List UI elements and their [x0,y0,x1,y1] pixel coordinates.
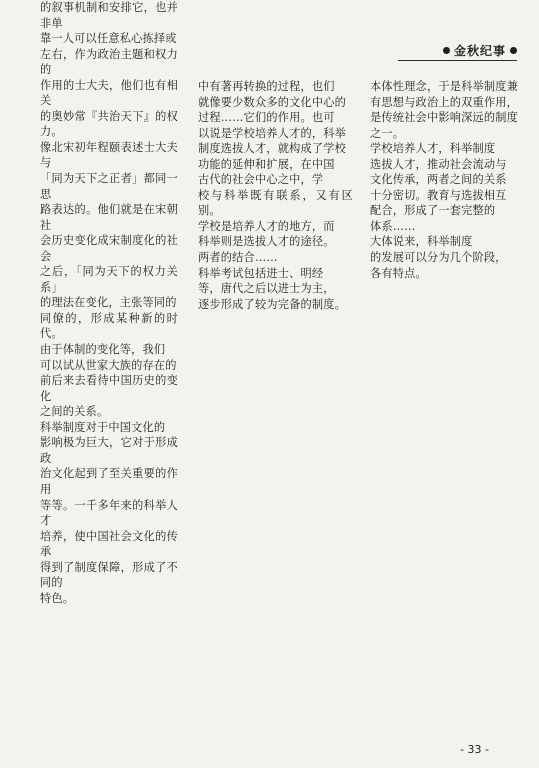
header-rule [398,60,517,61]
paragraph: 学校培养人才，科举制度 选拔人才，推动社会流动与 文化传承，两者之间的关系 十分密切。教育与选拔相互 配合，形成了一套完整的 体系…… [370,142,507,233]
page-number: - 33 - [460,743,489,756]
paragraph: 大体说来，科举制度 的发展可以分为几个阶段， 各有特点。 [370,235,507,280]
paragraph: 中有著再转换的过程，也们 就像要少数众多的文化中心的 过程……它们的作用。也可 以说是学校培养人才的，科举 制度选拔人才，就构成了学校 功能的延伸和扩展，在中国 古代的社会中心之中，学 校与科举既有联系，又有区别。 学校是培养人才的地方，而 科举则是选拔人才的途径。 两者的结合…… [198,80,353,265]
paragraph: 科举制度对于中国文化的 影响极为巨大，它对于形成政 治文化起到了至关重要的作用 等等。一千多年来的科举人才 培养，使中国社会文化的传承 得到了制度保障，形成了不同的 特色。 [40,420,178,605]
paragraph: 科举考试包括进士、明经 等，唐代之后以进士为主， 逐步形成了较为完备的制度。 [198,266,347,311]
paragraph: 本体性理念，于是科举制度兼 有思想与政治上的双重作用， 是传统社会中影响深远的制度 之一。 [370,80,519,140]
section-header [443,42,517,59]
right-ornament-icon [510,47,517,54]
paragraph: 的叙事机制和安排它，也并非单 靠一人可以任意私心拣择或 左右，作为政治主题和权力的 作用的士大夫，他们也有相关 的奥妙常『共治天下』的权力。 像北宋初年程颐表述士大夫与 「同为天下之正者」都同一思 路表达的。他们就是在宋朝社 会历史变化成宋制度化的社会 之后，「同为天下的权力关系」 的理法在变化，主张等同的 同僚的，形成某种新的时代。 由于体制的变化等，我们 可以试从世家大族的存在的 前后来去看待中国历史的变化 之间的关系。 [40,1,178,419]
left-ornament-icon [443,47,450,54]
column-3-text [370,79,520,281]
column-2-text [198,79,353,312]
column-1-text [40,0,178,606]
section-title: 金秋纪事 [453,44,506,58]
